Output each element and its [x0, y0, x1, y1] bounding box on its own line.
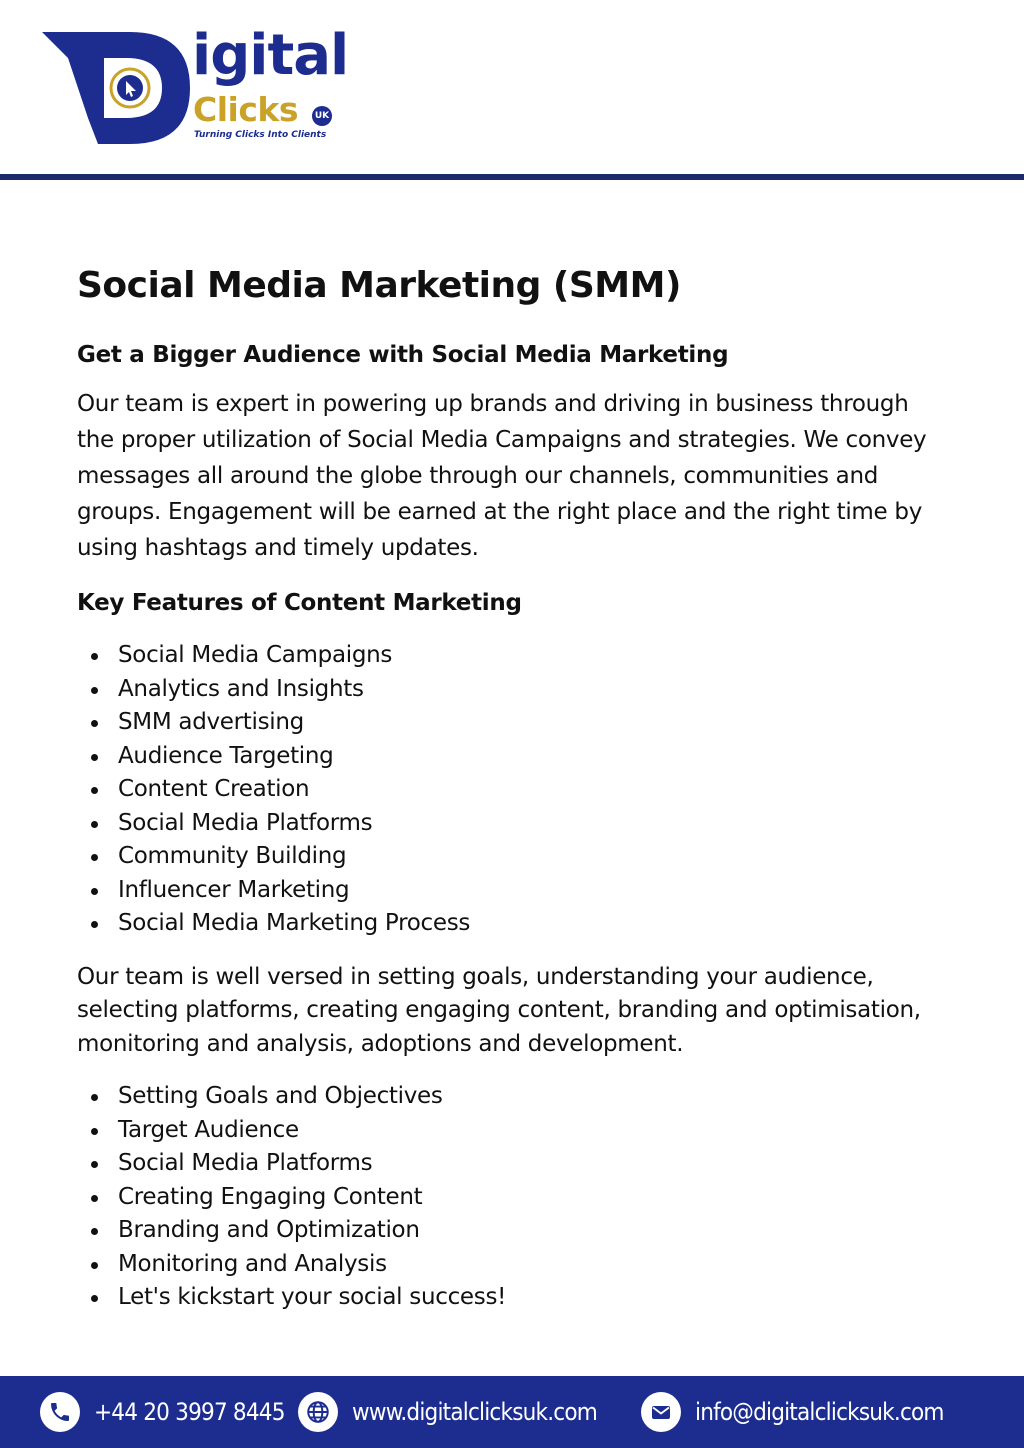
features-list	[77, 639, 947, 941]
phone-number[interactable]: +44 20 3997 8445	[94, 1398, 285, 1426]
feature-label: Community Building	[118, 843, 347, 869]
list-item	[77, 1181, 947, 1215]
logo-tagline: Turning Clicks Into Clients	[194, 130, 327, 140]
page-title: Social Media Marketing (SMM)	[77, 265, 681, 306]
process-list	[77, 1080, 947, 1315]
process-paragraph: Our team is well versed in setting goals, understanding your audience, selecting platforms, creating engaging content, branding and optimisation, monitoring and analysis, adoptions and development.	[77, 963, 921, 1057]
process-step-label: Monitoring and Analysis	[118, 1250, 387, 1277]
list-item	[77, 1114, 947, 1148]
feature-label: Social Media Marketing Process	[118, 910, 471, 936]
list-item	[77, 706, 947, 740]
logo-region-badge: UK	[312, 106, 332, 126]
list-item	[77, 807, 947, 841]
bullet-dot-icon	[91, 754, 98, 761]
list-item	[77, 1281, 947, 1315]
email-link[interactable]: info@digitalclicksuk.com	[695, 1398, 944, 1426]
footer-website[interactable]	[298, 1376, 597, 1448]
bullet-dot-icon	[91, 1094, 98, 1101]
bullet-dot-icon	[91, 720, 98, 727]
process-step-label: Creating Engaging Content	[118, 1183, 423, 1210]
bullet-dot-icon	[91, 1195, 98, 1202]
bullet-dot-icon	[91, 1161, 98, 1168]
bullet-dot-icon	[91, 1295, 98, 1302]
envelope-icon	[641, 1392, 681, 1432]
list-item	[77, 1080, 947, 1114]
logo-d-icon	[38, 26, 198, 148]
logo-clicks-text: Clicks	[193, 90, 298, 129]
list-item	[77, 740, 947, 774]
header-divider	[0, 174, 1024, 180]
section-subtitle: Get a Bigger Audience with Social Media Marketing	[77, 342, 729, 368]
bullet-dot-icon	[91, 787, 98, 794]
logo-wordmark: igital	[192, 23, 349, 88]
process-step-label: Setting Goals and Objectives	[118, 1083, 443, 1109]
globe-icon	[298, 1392, 338, 1432]
phone-icon	[40, 1392, 80, 1432]
bullet-dot-icon	[91, 854, 98, 861]
feature-label: Social Media Platforms	[118, 809, 373, 836]
feature-label: Audience Targeting	[118, 742, 334, 769]
bullet-dot-icon	[91, 1228, 98, 1235]
feature-label: Influencer Marketing	[118, 876, 350, 903]
bullet-dot-icon	[91, 821, 98, 828]
feature-label: Social Media Campaigns	[118, 642, 393, 668]
bullet-dot-icon	[91, 687, 98, 694]
contact-footer	[0, 1376, 1024, 1448]
list-item	[77, 639, 947, 673]
features-heading: Key Features of Content Marketing	[77, 590, 522, 616]
bullet-dot-icon	[91, 653, 98, 660]
process-step-label: Branding and Optimization	[118, 1217, 420, 1243]
main-content	[77, 262, 947, 1315]
feature-label: Analytics and Insights	[118, 675, 364, 702]
feature-label: Content Creation	[118, 776, 310, 802]
list-item	[77, 773, 947, 807]
bullet-dot-icon	[91, 888, 98, 895]
feature-label: SMM advertising	[118, 709, 304, 735]
list-item	[77, 673, 947, 707]
footer-phone[interactable]	[40, 1376, 285, 1448]
bullet-dot-icon	[91, 1128, 98, 1135]
list-item	[77, 907, 947, 941]
intro-paragraph: Our team is expert in powering up brands and driving in business through the proper utilization of Social Media Campaigns and strategies. We convey messages all around the globe through our channels, communities and groups. Engagement will be earned at the right place and the right time by using hashtags and timely updates.	[77, 391, 927, 561]
bullet-dot-icon	[91, 921, 98, 928]
page-header	[0, 0, 1024, 180]
list-item	[77, 874, 947, 908]
website-link[interactable]: www.digitalclicksuk.com	[352, 1398, 598, 1426]
list-item	[77, 1214, 947, 1248]
bullet-dot-icon	[91, 1262, 98, 1269]
process-step-label: Target Audience	[118, 1116, 299, 1143]
list-item	[77, 840, 947, 874]
process-step-label: Social Media Platforms	[118, 1150, 373, 1176]
footer-email[interactable]	[641, 1376, 944, 1448]
process-step-label: Let's kickstart your social success!	[118, 1284, 507, 1310]
list-item	[77, 1147, 947, 1181]
list-item	[77, 1248, 947, 1282]
